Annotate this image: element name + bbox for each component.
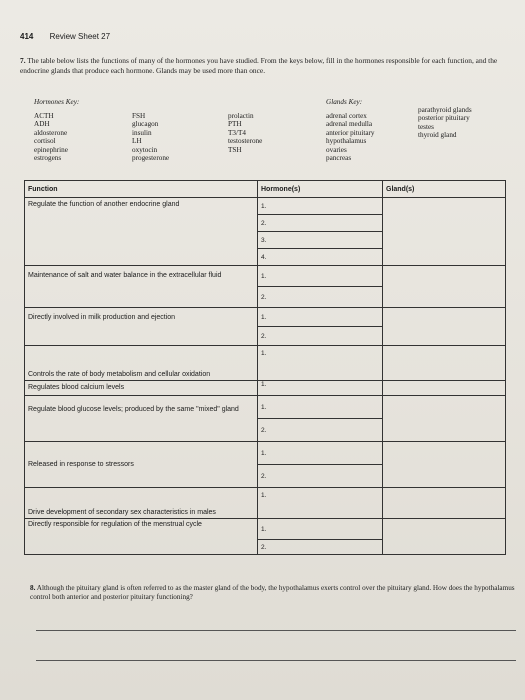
table-header-row [25, 181, 506, 198]
hormone-answer-slot[interactable]: 2. [258, 540, 383, 555]
gland-answer-cell[interactable] [383, 198, 506, 266]
hormone-answer-slot[interactable]: 1. [258, 519, 383, 540]
page-number: 414 [20, 32, 34, 41]
hormone-key-item: ADH [34, 120, 50, 129]
answer-line[interactable] [36, 660, 516, 661]
gland-key-item: hypothalamus [326, 137, 367, 146]
hormone-answer-slot[interactable]: 1. [258, 442, 383, 465]
hormone-key-item: T3/T4 [228, 128, 246, 137]
glands-key [326, 98, 362, 111]
gland-answer-cell[interactable] [383, 442, 506, 488]
gland-key-item: anterior pituitary [326, 128, 375, 137]
hormone-key-item: TSH [228, 145, 242, 154]
hormone-key-item: glucagon [132, 120, 159, 129]
hormone-answer-slot[interactable]: 1. [258, 396, 383, 419]
function-cell: Drive development of secondary sex characteristics in males [25, 488, 258, 519]
hormone-answer-slot[interactable]: 1. [258, 308, 383, 327]
table-row [25, 308, 506, 327]
hormone-answer-slot[interactable]: 2. [258, 327, 383, 346]
gland-answer-cell[interactable] [383, 488, 506, 519]
hormones-key-title: Hormones Key: [34, 98, 80, 106]
glands-column-header: Gland(s) [383, 181, 506, 198]
table-row [25, 442, 506, 465]
hormone-answer-slot[interactable]: 2. [258, 419, 383, 442]
hormone-key-item: aldosterone [34, 128, 68, 137]
answer-line[interactable] [36, 630, 516, 631]
hormone-key-item: estrogens [34, 154, 62, 163]
hormone-answer-slot[interactable]: 3. [258, 232, 383, 249]
table-row [25, 381, 506, 396]
gland-key-item: thyroid gland [418, 131, 457, 140]
hormone-key-item: testosterone [228, 137, 263, 146]
hormone-answer-slot[interactable]: 2. [258, 215, 383, 232]
hormone-key-item: PTH [228, 120, 242, 129]
hormone-answer-slot[interactable]: 1. [258, 266, 383, 287]
hormones-column-header: Hormone(s) [258, 181, 383, 198]
table-row [25, 266, 506, 287]
question-7 [20, 56, 500, 75]
hormone-answer-slot[interactable]: 2. [258, 465, 383, 488]
hormone-key-item: epinephrine [34, 145, 68, 154]
hormone-answer-slot[interactable]: 1. [258, 488, 383, 519]
hormones-key-col-3 [228, 112, 262, 154]
gland-key-item: pancreas [326, 154, 352, 163]
gland-answer-cell[interactable] [383, 266, 506, 308]
hormone-key-item: progesterone [132, 154, 170, 163]
question-7-text: The table below lists the functions of many of the hormones you have studied. From the keys below, fill in the hormones responsible for each function, and the endocrine glands that produce each hormone. Glands may be used more than once. [20, 56, 498, 75]
gland-key-item: testes [418, 122, 434, 131]
table-row [25, 198, 506, 215]
hormone-function-table [24, 180, 506, 555]
question-7-number: 7. [20, 56, 26, 65]
gland-key-item: ovaries [326, 145, 347, 154]
table-row [25, 396, 506, 419]
page-header [20, 32, 110, 41]
question-8 [30, 584, 520, 602]
glands-key-title: Glands Key: [326, 98, 363, 106]
function-cell: Directly involved in milk production and ejection [25, 308, 258, 346]
table-row [25, 488, 506, 519]
gland-key-item: adrenal medulla [326, 120, 373, 129]
gland-key-item: adrenal cortex [326, 112, 367, 120]
hormones-key-col-2 [132, 112, 169, 162]
glands-key-col-1 [326, 112, 375, 162]
hormone-answer-slot[interactable]: 4. [258, 249, 383, 266]
gland-answer-cell[interactable] [383, 346, 506, 381]
hormone-key-item: insulin [132, 128, 152, 137]
function-cell: Directly responsible for regulation of the menstrual cycle [25, 519, 258, 555]
hormone-key-item: FSH [132, 112, 146, 120]
sheet-title: Review Sheet 27 [49, 32, 111, 41]
glands-key-col-2 [418, 106, 472, 140]
table-row [25, 519, 506, 540]
gland-answer-cell[interactable] [383, 381, 506, 396]
function-cell: Regulates blood calcium levels [25, 381, 258, 396]
hormone-key-item: ACTH [34, 112, 54, 120]
gland-key-item: posterior pituitary [418, 114, 470, 123]
hormone-key-item: oxytocin [132, 145, 158, 154]
hormones-key-col-1 [34, 112, 68, 162]
gland-answer-cell[interactable] [383, 308, 506, 346]
gland-answer-cell[interactable] [383, 519, 506, 555]
table-row [25, 346, 506, 381]
hormone-key-item: prolactin [228, 112, 254, 120]
function-cell: Regulate the function of another endocrine gland [25, 198, 258, 266]
hormone-answer-slot[interactable]: 1. [258, 346, 383, 381]
gland-key-item: parathyroid glands [418, 106, 472, 114]
hormone-key-item: LH [132, 137, 142, 146]
hormone-answer-slot[interactable]: 2. [258, 287, 383, 308]
function-cell: Regulate blood glucose levels; produced by the same "mixed" gland [25, 396, 258, 442]
function-cell: Released in response to stressors [25, 442, 258, 488]
question-8-number: 8. [30, 584, 36, 592]
hormone-answer-slot[interactable]: 1. [258, 381, 383, 396]
function-cell: Maintenance of salt and water balance in the extracellular fluid [25, 266, 258, 308]
gland-answer-cell[interactable] [383, 396, 506, 442]
hormone-key-item: cortisol [34, 137, 56, 146]
hormone-answer-slot[interactable]: 1. [258, 198, 383, 215]
function-cell: Controls the rate of body metabolism and cellular oxidation [25, 346, 258, 381]
hormones-key [34, 98, 79, 111]
function-column-header: Function [25, 181, 258, 198]
question-8-text: Although the pituitary gland is often referred to as the master gland of the body, the hypothalamus exerts control over the pituitary gland. How does the hypothalamus control both anterior and posterior pituitary functioning? [30, 584, 515, 601]
